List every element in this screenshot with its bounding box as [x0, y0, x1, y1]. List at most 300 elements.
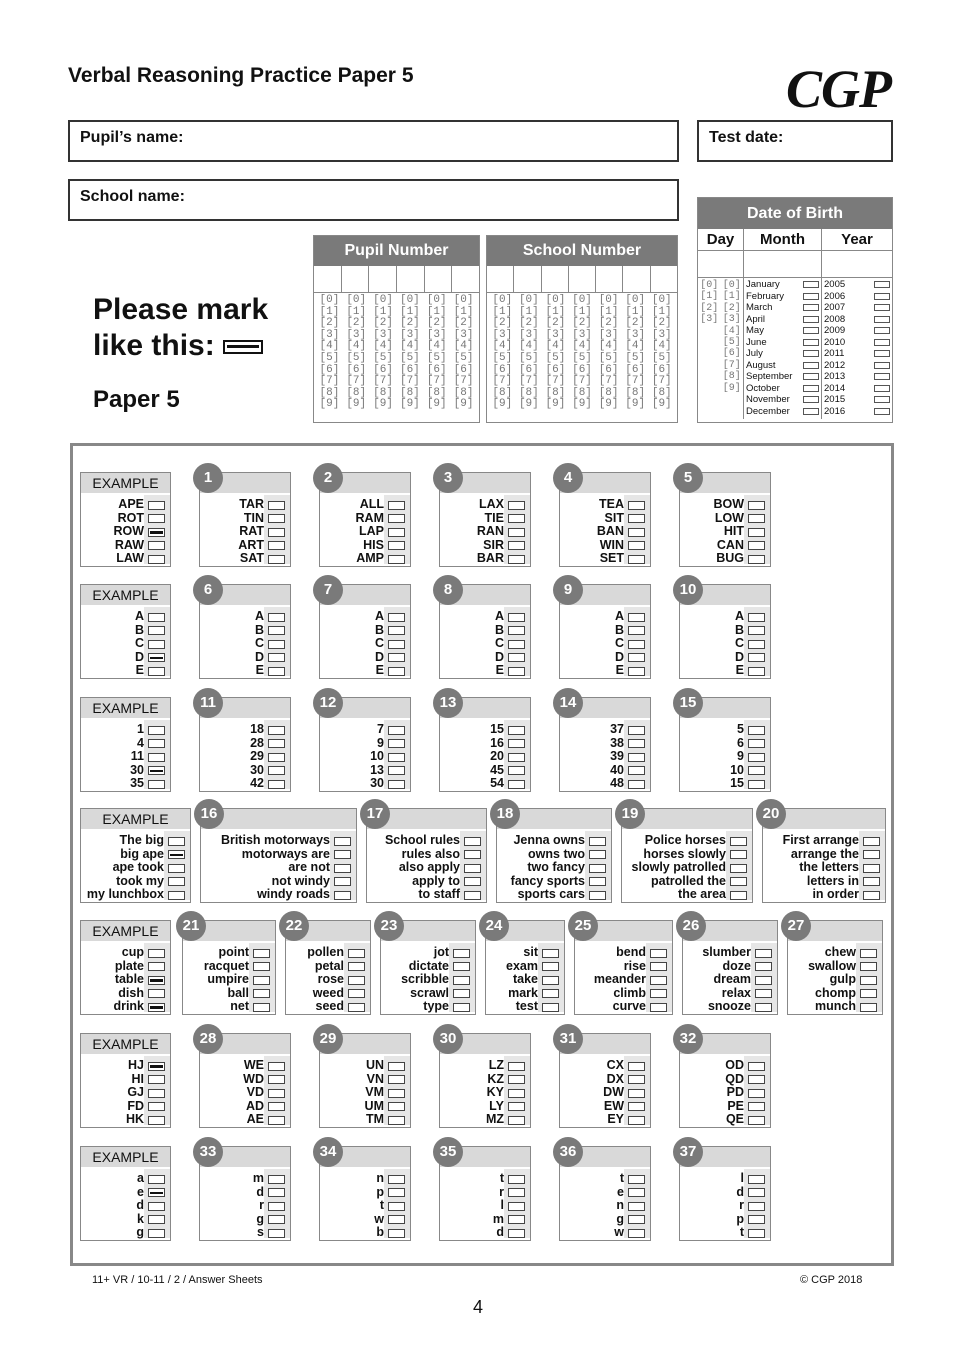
digit-bubble[interactable]: [4]	[492, 340, 513, 353]
answer-option[interactable]	[81, 1100, 170, 1114]
answer-checkbox[interactable]	[334, 850, 351, 859]
answer-option[interactable]	[683, 973, 777, 987]
digit-bubble[interactable]: [2]	[545, 317, 566, 330]
pupil-number-columns[interactable]	[314, 293, 479, 413]
digit-bubble[interactable]: [1]	[426, 305, 447, 318]
digit-bubble[interactable]: [4]	[399, 340, 420, 353]
answer-checkbox[interactable]	[730, 864, 747, 873]
digit-bubble[interactable]: [8]	[373, 386, 393, 399]
digit-bubble[interactable]: [1]	[572, 305, 592, 318]
answer-option[interactable]	[680, 1199, 770, 1213]
answer-option[interactable]	[680, 764, 770, 778]
digit-bubble[interactable]: [1]	[453, 305, 474, 318]
day-digit-bubble[interactable]: [7]	[722, 359, 741, 371]
answer-checkbox[interactable]	[508, 766, 525, 775]
answer-checkbox[interactable]	[748, 1089, 765, 1098]
year-option[interactable]	[824, 314, 890, 326]
month-checkbox[interactable]	[803, 327, 819, 334]
answer-option[interactable]	[680, 1213, 770, 1227]
digit-bubble[interactable]: [7]	[545, 375, 566, 388]
answer-option[interactable]	[81, 664, 170, 678]
digit-bubble[interactable]: [4]	[373, 340, 393, 353]
digit-column[interactable]	[542, 295, 569, 411]
year-option[interactable]	[824, 360, 890, 372]
answer-checkbox[interactable]	[508, 753, 525, 762]
pupil-number-boxes[interactable]	[314, 266, 479, 293]
answer-option[interactable]	[683, 960, 777, 974]
answer-checkbox[interactable]	[755, 1003, 772, 1012]
year-option[interactable]	[824, 371, 890, 383]
year-checkbox[interactable]	[874, 339, 890, 346]
digit-bubble[interactable]: [3]	[373, 328, 393, 341]
digit-bubble[interactable]: [0]	[518, 294, 539, 306]
answer-checkbox[interactable]	[748, 1202, 765, 1211]
answer-checkbox[interactable]	[388, 1229, 405, 1238]
answer-option[interactable]	[440, 1113, 530, 1127]
month-checkbox[interactable]	[803, 293, 819, 300]
answer-option[interactable]	[81, 750, 170, 764]
month-checkbox[interactable]	[803, 396, 819, 403]
answer-checkbox[interactable]	[253, 962, 270, 971]
answer-checkbox[interactable]	[148, 640, 165, 649]
answer-option[interactable]	[560, 1086, 650, 1100]
answer-option[interactable]	[575, 960, 672, 974]
answer-checkbox[interactable]	[628, 753, 645, 762]
answer-checkbox[interactable]	[589, 850, 606, 859]
answer-option[interactable]	[81, 1073, 170, 1087]
digit-column[interactable]	[423, 295, 450, 411]
digit-bubble[interactable]: [8]	[545, 386, 566, 399]
answer-checkbox[interactable]	[748, 1175, 765, 1184]
answer-checkbox[interactable]	[508, 541, 525, 550]
answer-checkbox[interactable]	[508, 739, 525, 748]
digit-bubble[interactable]: [9]	[346, 398, 367, 411]
digit-bubble[interactable]: [5]	[346, 351, 367, 364]
answer-option[interactable]	[286, 946, 370, 960]
school-number-columns[interactable]	[487, 293, 677, 413]
digit-bubble[interactable]: [8]	[572, 386, 592, 399]
answer-checkbox[interactable]	[268, 1062, 285, 1071]
answer-option[interactable]	[81, 723, 170, 737]
digit-bubble[interactable]: [9]	[399, 398, 420, 411]
digit-bubble[interactable]: [3]	[598, 328, 619, 341]
digit-bubble[interactable]: [5]	[319, 351, 340, 364]
digit-column[interactable]	[316, 295, 343, 411]
digit-bubble[interactable]: [3]	[426, 328, 447, 341]
answer-option[interactable]	[81, 610, 170, 624]
answer-checkbox[interactable]	[388, 766, 405, 775]
month-option[interactable]	[746, 302, 819, 314]
answer-option[interactable]	[560, 498, 650, 512]
year-checkbox[interactable]	[874, 327, 890, 334]
answer-option[interactable]	[440, 1186, 530, 1200]
answer-option[interactable]	[81, 973, 170, 987]
digit-bubble[interactable]: [6]	[426, 363, 447, 376]
answer-checkbox[interactable]	[542, 949, 559, 958]
answer-option[interactable]	[183, 946, 275, 960]
answer-option[interactable]	[440, 651, 530, 665]
year-option[interactable]	[824, 406, 890, 418]
answer-checkbox[interactable]	[268, 766, 285, 775]
dob-month-list[interactable]	[744, 278, 822, 419]
answer-checkbox[interactable]	[650, 976, 667, 985]
answer-option[interactable]	[560, 1213, 650, 1227]
answer-checkbox[interactable]	[730, 837, 747, 846]
answer-checkbox[interactable]	[388, 1215, 405, 1224]
digit-bubble[interactable]: [6]	[319, 363, 340, 376]
answer-option[interactable]	[81, 888, 190, 902]
answer-checkbox[interactable]	[628, 555, 645, 564]
year-checkbox[interactable]	[874, 385, 890, 392]
answer-option[interactable]	[200, 525, 290, 539]
answer-checkbox[interactable]	[650, 962, 667, 971]
marked-checkbox[interactable]	[148, 1062, 165, 1071]
digit-bubble[interactable]: [8]	[399, 386, 420, 399]
answer-option[interactable]	[680, 777, 770, 791]
digit-bubble[interactable]: [6]	[651, 363, 672, 376]
answer-option[interactable]	[201, 888, 356, 902]
answer-checkbox[interactable]	[542, 1003, 559, 1012]
digit-bubble[interactable]: [5]	[399, 351, 420, 364]
answer-option[interactable]	[680, 637, 770, 651]
answer-checkbox[interactable]	[148, 667, 165, 676]
answer-option[interactable]	[286, 973, 370, 987]
digit-bubble[interactable]: [9]	[319, 398, 340, 411]
digit-bubble[interactable]: [0]	[572, 294, 592, 306]
answer-checkbox[interactable]	[148, 555, 165, 564]
answer-option[interactable]	[320, 512, 410, 526]
digit-bubble[interactable]: [9]	[625, 398, 646, 411]
digit-bubble[interactable]: [5]	[492, 351, 513, 364]
digit-bubble[interactable]: [8]	[625, 386, 646, 399]
answer-option[interactable]	[201, 834, 356, 848]
answer-checkbox[interactable]	[628, 1116, 645, 1125]
answer-checkbox[interactable]	[148, 949, 165, 958]
answer-checkbox[interactable]	[508, 514, 525, 523]
answer-option[interactable]	[680, 539, 770, 553]
digit-bubble[interactable]: [0]	[399, 294, 420, 306]
day-digit-bubble[interactable]: [3]	[722, 314, 741, 326]
answer-option[interactable]	[440, 764, 530, 778]
month-option[interactable]	[746, 394, 819, 406]
school-number-boxes[interactable]	[487, 266, 677, 293]
answer-option[interactable]	[381, 987, 475, 1001]
answer-checkbox[interactable]	[508, 1188, 525, 1197]
day-digit-bubble[interactable]: [9]	[722, 382, 741, 394]
answer-option[interactable]	[320, 637, 410, 651]
answer-checkbox[interactable]	[388, 780, 405, 789]
answer-checkbox[interactable]	[268, 555, 285, 564]
answer-option[interactable]	[367, 834, 486, 848]
answer-checkbox[interactable]	[628, 780, 645, 789]
answer-option[interactable]	[81, 987, 170, 1001]
answer-option[interactable]	[200, 777, 290, 791]
day-digit-bubble[interactable]: [2]	[722, 302, 741, 314]
answer-checkbox[interactable]	[268, 528, 285, 537]
answer-checkbox[interactable]	[508, 1175, 525, 1184]
digit-column[interactable]	[396, 295, 423, 411]
answer-option[interactable]	[497, 888, 611, 902]
answer-checkbox[interactable]	[388, 1202, 405, 1211]
answer-option[interactable]	[81, 1226, 170, 1240]
answer-checkbox[interactable]	[628, 1229, 645, 1238]
answer-checkbox[interactable]	[464, 891, 481, 900]
answer-checkbox[interactable]	[268, 1202, 285, 1211]
answer-option[interactable]	[200, 498, 290, 512]
answer-checkbox[interactable]	[253, 1003, 270, 1012]
answer-checkbox[interactable]	[730, 891, 747, 900]
answer-option[interactable]	[320, 1086, 410, 1100]
answer-checkbox[interactable]	[748, 766, 765, 775]
answer-option[interactable]	[440, 637, 530, 651]
digit-bubble[interactable]: [3]	[651, 328, 672, 341]
digit-bubble[interactable]: [2]	[651, 317, 672, 330]
answer-checkbox[interactable]	[589, 864, 606, 873]
answer-option[interactable]	[81, 1113, 170, 1127]
answer-option[interactable]	[560, 512, 650, 526]
month-option[interactable]	[746, 337, 819, 349]
answer-option[interactable]	[367, 848, 486, 862]
answer-checkbox[interactable]	[253, 949, 270, 958]
answer-checkbox[interactable]	[148, 753, 165, 762]
day-digit-bubble[interactable]: [6]	[722, 348, 741, 360]
digit-bubble[interactable]: [5]	[572, 351, 592, 364]
answer-option[interactable]	[560, 1100, 650, 1114]
digit-bubble[interactable]: [7]	[453, 375, 474, 388]
answer-checkbox[interactable]	[748, 541, 765, 550]
day-digit-bubble[interactable]: [4]	[722, 325, 741, 337]
digit-bubble[interactable]: [0]	[319, 294, 340, 306]
answer-checkbox[interactable]	[268, 626, 285, 635]
answer-option[interactable]	[486, 1000, 564, 1014]
answer-checkbox[interactable]	[650, 1003, 667, 1012]
answer-checkbox[interactable]	[628, 739, 645, 748]
answer-checkbox[interactable]	[748, 640, 765, 649]
answer-checkbox[interactable]	[508, 1102, 525, 1111]
answer-checkbox[interactable]	[508, 613, 525, 622]
year-option[interactable]	[824, 279, 890, 291]
digit-bubble[interactable]: [7]	[518, 375, 539, 388]
digit-bubble[interactable]: [2]	[426, 317, 447, 330]
digit-bubble[interactable]: [6]	[453, 363, 474, 376]
answer-checkbox[interactable]	[748, 753, 765, 762]
answer-checkbox[interactable]	[388, 528, 405, 537]
answer-option[interactable]	[560, 1059, 650, 1073]
answer-option[interactable]	[200, 1113, 290, 1127]
answer-option[interactable]	[680, 723, 770, 737]
answer-checkbox[interactable]	[388, 541, 405, 550]
answer-option[interactable]	[320, 525, 410, 539]
answer-option[interactable]	[560, 552, 650, 566]
digit-bubble[interactable]: [1]	[319, 305, 340, 318]
answer-checkbox[interactable]	[268, 514, 285, 523]
answer-option[interactable]	[81, 946, 170, 960]
answer-checkbox[interactable]	[508, 555, 525, 564]
answer-checkbox[interactable]	[334, 877, 351, 886]
answer-checkbox[interactable]	[453, 976, 470, 985]
digit-bubble[interactable]: [1]	[346, 305, 367, 318]
answer-option[interactable]	[680, 1086, 770, 1100]
answer-checkbox[interactable]	[148, 626, 165, 635]
answer-option[interactable]	[81, 1213, 170, 1227]
answer-checkbox[interactable]	[755, 949, 772, 958]
digit-bubble[interactable]: [9]	[492, 398, 513, 411]
answer-option[interactable]	[367, 875, 486, 889]
answer-option[interactable]	[320, 1213, 410, 1227]
digit-bubble[interactable]: [9]	[651, 398, 672, 411]
digit-bubble[interactable]: [5]	[598, 351, 619, 364]
answer-checkbox[interactable]	[748, 667, 765, 676]
answer-option[interactable]	[320, 539, 410, 553]
digit-bubble[interactable]: [3]	[319, 328, 340, 341]
digit-bubble[interactable]: [7]	[492, 375, 513, 388]
day-digit-bubble[interactable]: [5]	[722, 337, 741, 349]
answer-option[interactable]	[200, 637, 290, 651]
digit-bubble[interactable]: [1]	[651, 305, 672, 318]
digit-bubble[interactable]: [3]	[399, 328, 420, 341]
digit-bubble[interactable]: [0]	[453, 294, 474, 306]
answer-checkbox[interactable]	[628, 514, 645, 523]
digit-bubble[interactable]: [9]	[426, 398, 447, 411]
digit-bubble[interactable]: [1]	[518, 305, 539, 318]
answer-checkbox[interactable]	[268, 753, 285, 762]
answer-option[interactable]	[320, 664, 410, 678]
answer-option[interactable]	[440, 498, 530, 512]
answer-option[interactable]	[440, 539, 530, 553]
answer-checkbox[interactable]	[748, 1102, 765, 1111]
answer-option[interactable]	[763, 888, 885, 902]
answer-checkbox[interactable]	[508, 667, 525, 676]
digit-bubble[interactable]: [7]	[346, 375, 367, 388]
answer-option[interactable]	[560, 1199, 650, 1213]
digit-bubble[interactable]: [4]	[572, 340, 592, 353]
answer-option[interactable]	[320, 498, 410, 512]
answer-option[interactable]	[440, 664, 530, 678]
digit-bubble[interactable]: [8]	[319, 386, 340, 399]
answer-checkbox[interactable]	[628, 640, 645, 649]
answer-option[interactable]	[200, 610, 290, 624]
answer-checkbox[interactable]	[508, 1215, 525, 1224]
answer-option[interactable]	[81, 777, 170, 791]
digit-bubble[interactable]: [4]	[319, 340, 340, 353]
answer-option[interactable]	[320, 1226, 410, 1240]
answer-checkbox[interactable]	[148, 613, 165, 622]
answer-checkbox[interactable]	[628, 501, 645, 510]
digit-bubble[interactable]: [9]	[545, 398, 566, 411]
answer-option[interactable]	[575, 987, 672, 1001]
digit-column[interactable]	[648, 295, 675, 411]
answer-option[interactable]	[200, 1186, 290, 1200]
answer-checkbox[interactable]	[860, 949, 877, 958]
day-digit-bubble[interactable]: [1]	[700, 291, 719, 303]
digit-bubble[interactable]: [4]	[545, 340, 566, 353]
answer-checkbox[interactable]	[334, 864, 351, 873]
answer-option[interactable]	[200, 1199, 290, 1213]
digit-bubble[interactable]: [1]	[492, 305, 513, 318]
answer-checkbox[interactable]	[168, 891, 185, 900]
answer-option[interactable]	[486, 973, 564, 987]
answer-checkbox[interactable]	[628, 667, 645, 676]
answer-checkbox[interactable]	[148, 1175, 165, 1184]
month-checkbox[interactable]	[803, 316, 819, 323]
marked-checkbox[interactable]	[148, 766, 165, 775]
answer-checkbox[interactable]	[508, 726, 525, 735]
digit-bubble[interactable]: [3]	[518, 328, 539, 341]
answer-checkbox[interactable]	[863, 837, 880, 846]
answer-checkbox[interactable]	[148, 1102, 165, 1111]
digit-bubble[interactable]: [3]	[346, 328, 367, 341]
answer-option[interactable]	[788, 960, 882, 974]
answer-option[interactable]	[497, 875, 611, 889]
answer-checkbox[interactable]	[589, 891, 606, 900]
answer-checkbox[interactable]	[148, 739, 165, 748]
year-checkbox[interactable]	[874, 362, 890, 369]
answer-checkbox[interactable]	[748, 613, 765, 622]
year-checkbox[interactable]	[874, 304, 890, 311]
answer-checkbox[interactable]	[628, 653, 645, 662]
digit-bubble[interactable]: [9]	[453, 398, 474, 411]
digit-bubble[interactable]: [0]	[426, 294, 447, 306]
answer-option[interactable]	[440, 525, 530, 539]
answer-option[interactable]	[763, 861, 885, 875]
answer-checkbox[interactable]	[268, 541, 285, 550]
answer-checkbox[interactable]	[542, 989, 559, 998]
answer-option[interactable]	[81, 1086, 170, 1100]
answer-option[interactable]	[200, 512, 290, 526]
answer-checkbox[interactable]	[453, 949, 470, 958]
answer-option[interactable]	[680, 624, 770, 638]
digit-bubble[interactable]: [6]	[399, 363, 420, 376]
answer-option[interactable]	[200, 539, 290, 553]
answer-option[interactable]	[201, 875, 356, 889]
digit-bubble[interactable]: [4]	[625, 340, 646, 353]
digit-bubble[interactable]: [7]	[426, 375, 447, 388]
answer-option[interactable]	[200, 1100, 290, 1114]
answer-option[interactable]	[381, 973, 475, 987]
digit-column[interactable]	[569, 295, 596, 411]
answer-option[interactable]	[560, 764, 650, 778]
answer-option[interactable]	[788, 946, 882, 960]
answer-checkbox[interactable]	[628, 1102, 645, 1111]
answer-checkbox[interactable]	[748, 780, 765, 789]
digit-bubble[interactable]: [7]	[572, 375, 592, 388]
answer-checkbox[interactable]	[348, 949, 365, 958]
answer-option[interactable]	[680, 1186, 770, 1200]
marked-checkbox[interactable]	[148, 1188, 165, 1197]
digit-bubble[interactable]: [0]	[346, 294, 367, 306]
answer-option[interactable]	[560, 610, 650, 624]
answer-option[interactable]	[81, 737, 170, 751]
answer-option[interactable]	[200, 1213, 290, 1227]
digit-bubble[interactable]: [7]	[598, 375, 619, 388]
answer-checkbox[interactable]	[508, 501, 525, 510]
answer-option[interactable]	[200, 624, 290, 638]
month-option[interactable]	[746, 360, 819, 372]
answer-option[interactable]	[497, 848, 611, 862]
answer-option[interactable]	[440, 723, 530, 737]
answer-option[interactable]	[440, 1086, 530, 1100]
answer-checkbox[interactable]	[628, 766, 645, 775]
answer-checkbox[interactable]	[388, 613, 405, 622]
answer-checkbox[interactable]	[268, 1229, 285, 1238]
answer-option[interactable]	[320, 1073, 410, 1087]
answer-checkbox[interactable]	[148, 1116, 165, 1125]
answer-option[interactable]	[320, 1059, 410, 1073]
answer-option[interactable]	[560, 737, 650, 751]
digit-bubble[interactable]: [6]	[492, 363, 513, 376]
answer-option[interactable]	[622, 875, 752, 889]
answer-checkbox[interactable]	[748, 739, 765, 748]
